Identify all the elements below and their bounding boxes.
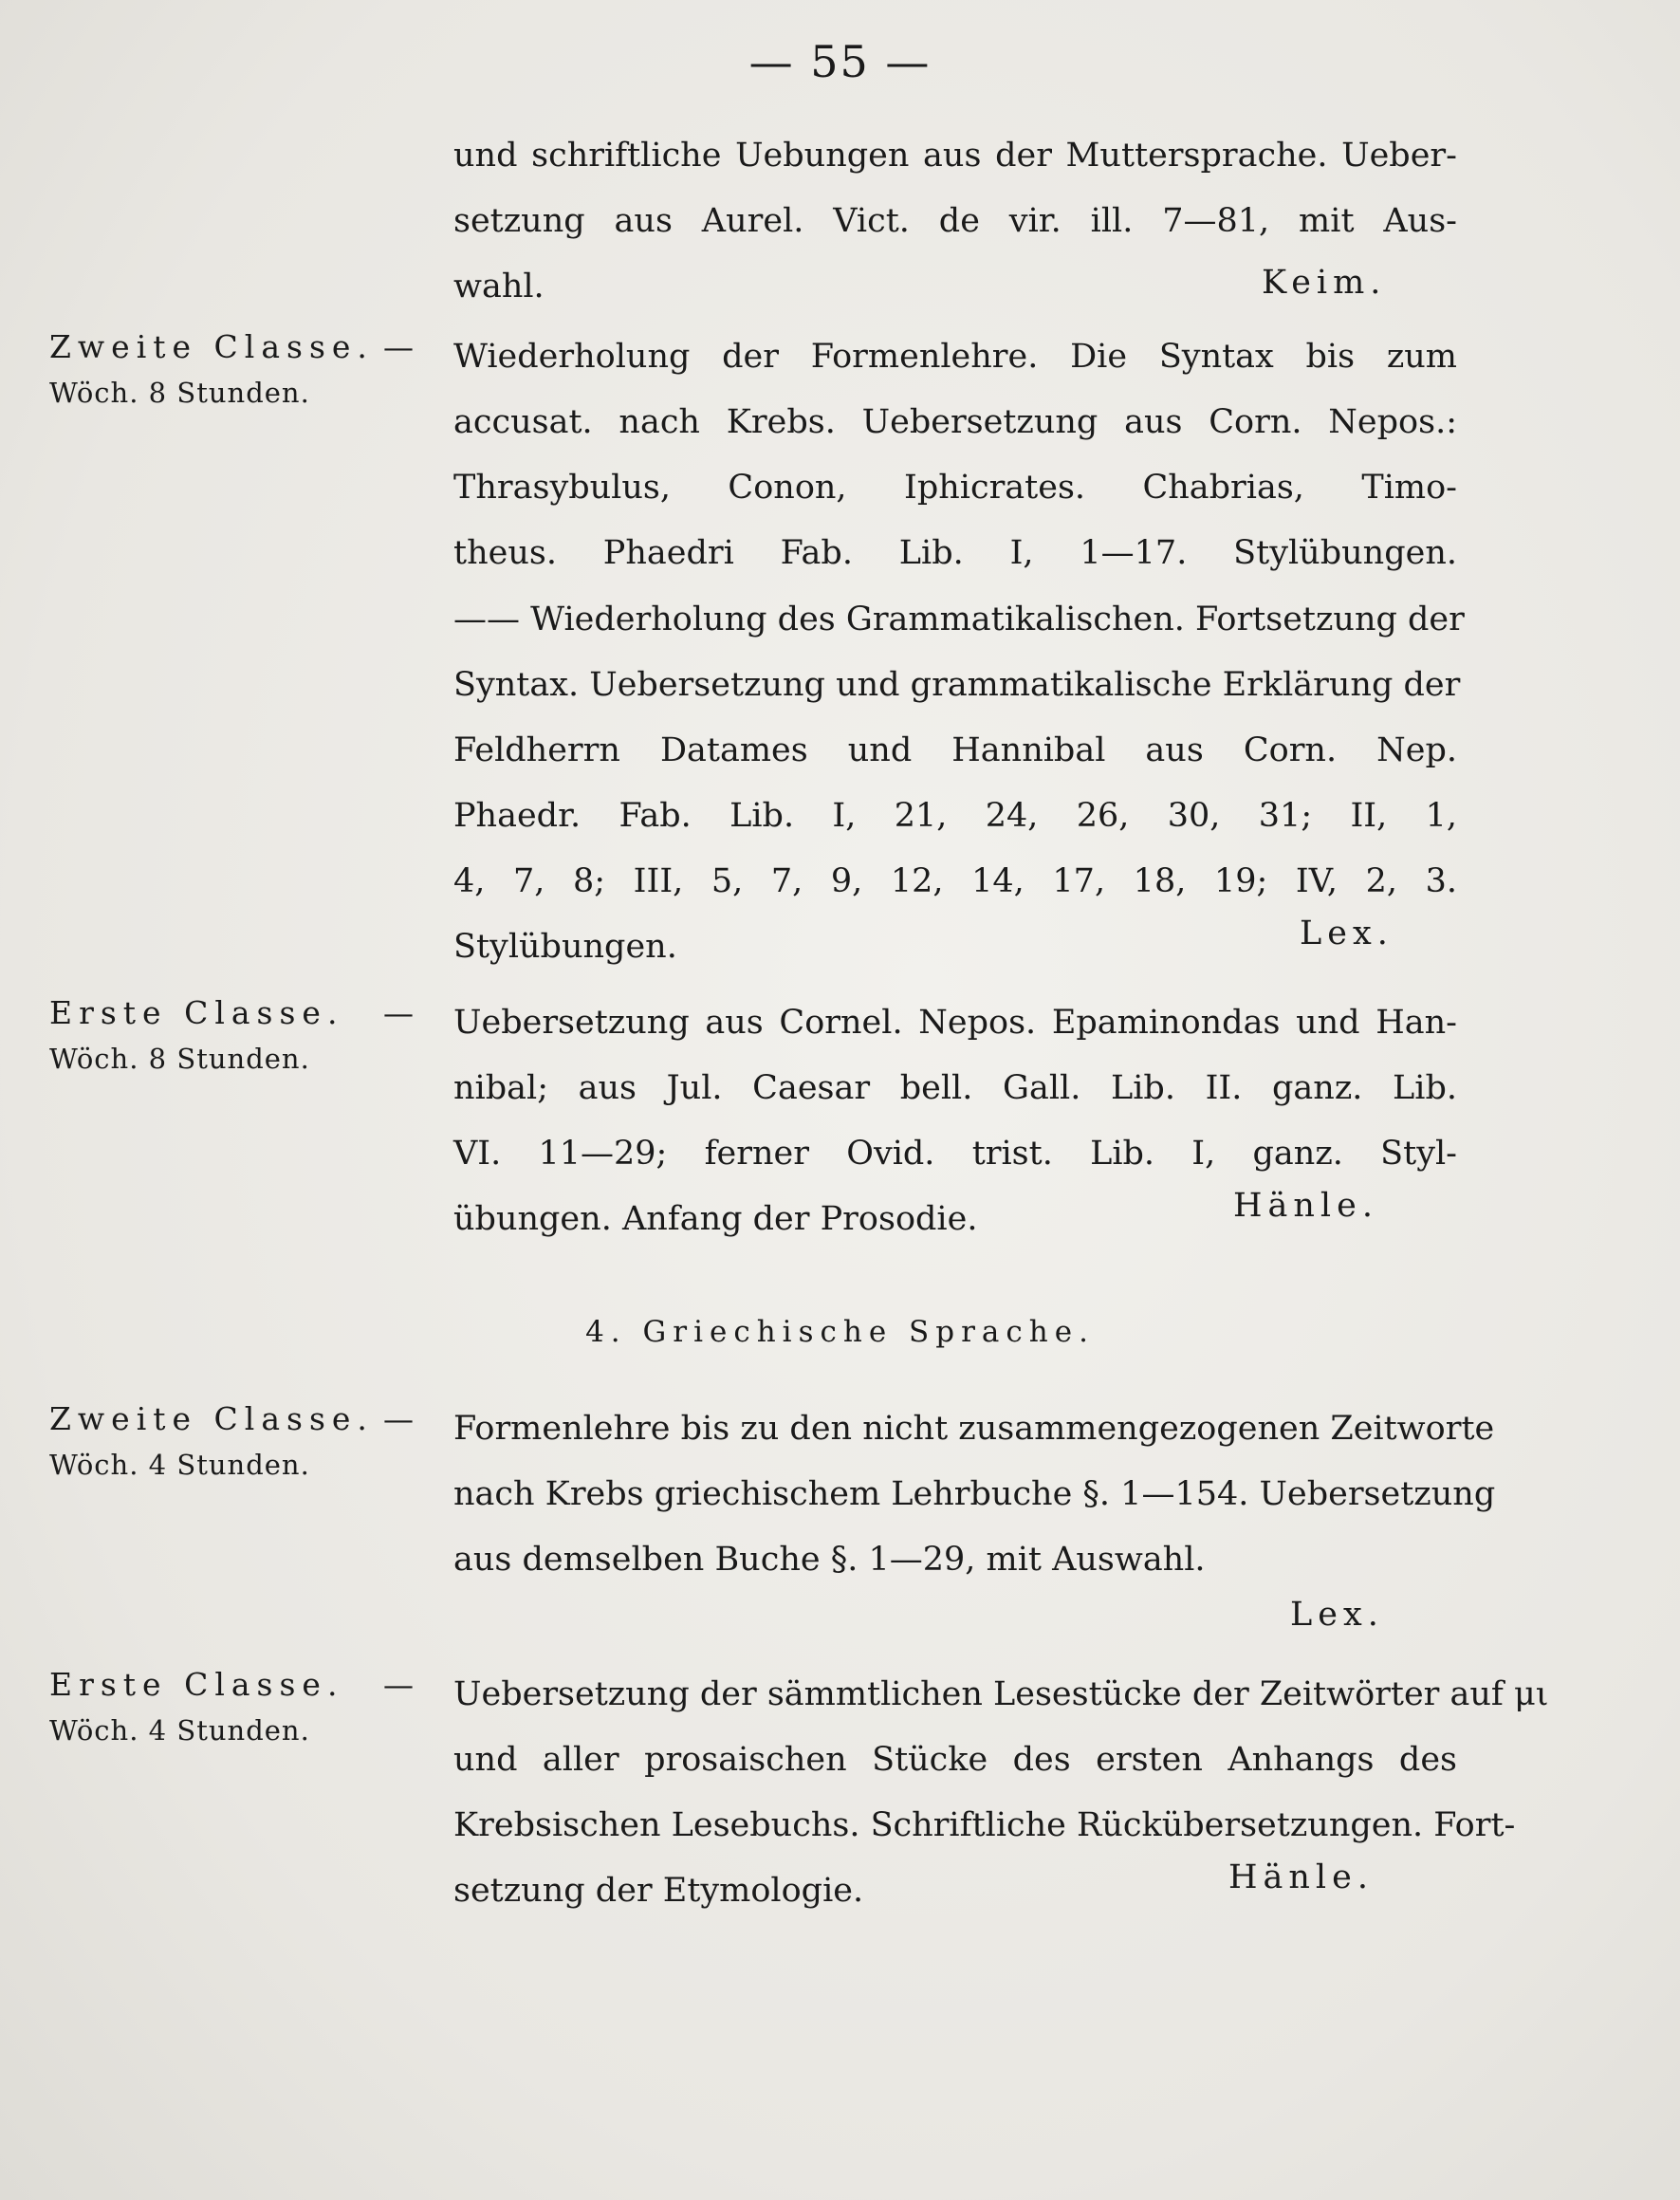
text-line: wahl.	[453, 268, 545, 305]
class-label: Zweite Classe.	[49, 328, 374, 365]
text-line: nibal; aus Jul. Caesar bell. Gall. Lib. II. ganz. Lib.	[453, 1069, 1457, 1107]
text-line: 4, 7, 8; III, 5, 7, 9, 12, 14, 17, 18, 19; IV, 2, 3.	[453, 862, 1457, 900]
weekly-hours: Wöch. 8 Stunden.	[49, 1043, 310, 1075]
teacher-name: Hänle.	[1233, 1187, 1378, 1225]
class-dash: —	[383, 1667, 414, 1703]
text-line: setzung der Etymologie.	[453, 1872, 864, 1910]
class-sidebar	[49, 324, 448, 416]
text-line: Wiederholung der Formenlehre. Die Syntax bis zum	[453, 338, 1457, 376]
class-sidebar	[49, 1396, 448, 1488]
section-heading: 4. Griechische Sprache.	[585, 1315, 1095, 1349]
teacher-name: Lex.	[1290, 1596, 1384, 1634]
text-line: setzung aus Aurel. Vict. de vir. ill. 7—81, mit Aus-	[453, 202, 1457, 240]
text-line: und schriftliche Uebungen aus der Muttersprache. Ueber-	[453, 137, 1457, 175]
class-label: Erste Classe.	[49, 1666, 344, 1703]
text-line: Feldherrn Datames und Hannibal aus Corn. Nep.	[453, 731, 1457, 769]
text-line: aus demselben Buche §. 1—29, mit Auswahl.	[453, 1541, 1206, 1579]
teacher-name: Keim.	[1262, 264, 1387, 302]
text-line: accusat. nach Krebs. Uebersetzung aus Corn. Nepos.:	[453, 403, 1457, 441]
text-line: Krebsischen Lesebuchs. Schriftliche Rückübersetzungen. Fort-	[453, 1806, 1516, 1844]
text-line: Formenlehre bis zu den nicht zusammengezogenen Zeitworte	[453, 1410, 1495, 1448]
text-line: Uebersetzung aus Cornel. Nepos. Epaminondas und Han-	[453, 1004, 1457, 1042]
entry-text	[453, 324, 1457, 586]
text-line: Syntax. Uebersetzung und grammatikalische Erklärung der	[453, 666, 1461, 704]
weekly-hours: Wöch. 8 Stunden.	[49, 377, 310, 409]
text-line: —— Wiederholung des Grammatikalischen. Fortsetzung der	[453, 601, 1465, 638]
class-sidebar	[49, 1662, 448, 1753]
class-label: Zweite Classe.	[49, 1400, 374, 1437]
class-dash: —	[383, 995, 414, 1031]
text-line: Thrasybulus, Conon, Iphicrates. Chabrias, Timo-	[453, 469, 1457, 507]
class-dash: —	[383, 329, 414, 365]
teacher-name: Hänle.	[1228, 1858, 1374, 1896]
text-line: theus. Phaedri Fab. Lib. I, 1—17. Stylübungen.	[453, 534, 1457, 572]
text-line: nach Krebs griechischem Lehrbuche §. 1—154. Uebersetzung	[453, 1475, 1496, 1513]
text-line: Stylübungen.	[453, 928, 677, 966]
text-line: VI. 11—29; ferner Ovid. trist. Lib. I, ganz. Styl-	[453, 1135, 1457, 1173]
page-number: — 55 —	[748, 36, 932, 87]
class-dash: —	[383, 1401, 414, 1437]
weekly-hours: Wöch. 4 Stunden.	[49, 1714, 310, 1747]
text-line: übungen. Anfang der Prosodie.	[453, 1200, 978, 1238]
text-line: Uebersetzung der sämmtlichen Lesestücke der Zeitwörter auf μι	[453, 1675, 1549, 1713]
text-line: Phaedr. Fab. Lib. I, 21, 24, 26, 30, 31; II, 1,	[453, 797, 1457, 835]
class-label: Erste Classe.	[49, 994, 344, 1031]
text-line: und aller prosaischen Stücke des ersten Anhangs des	[453, 1741, 1457, 1779]
class-sidebar	[49, 990, 448, 1082]
teacher-name: Lex.	[1300, 915, 1394, 952]
weekly-hours: Wöch. 4 Stunden.	[49, 1449, 310, 1481]
entry-text	[453, 1396, 1496, 1593]
